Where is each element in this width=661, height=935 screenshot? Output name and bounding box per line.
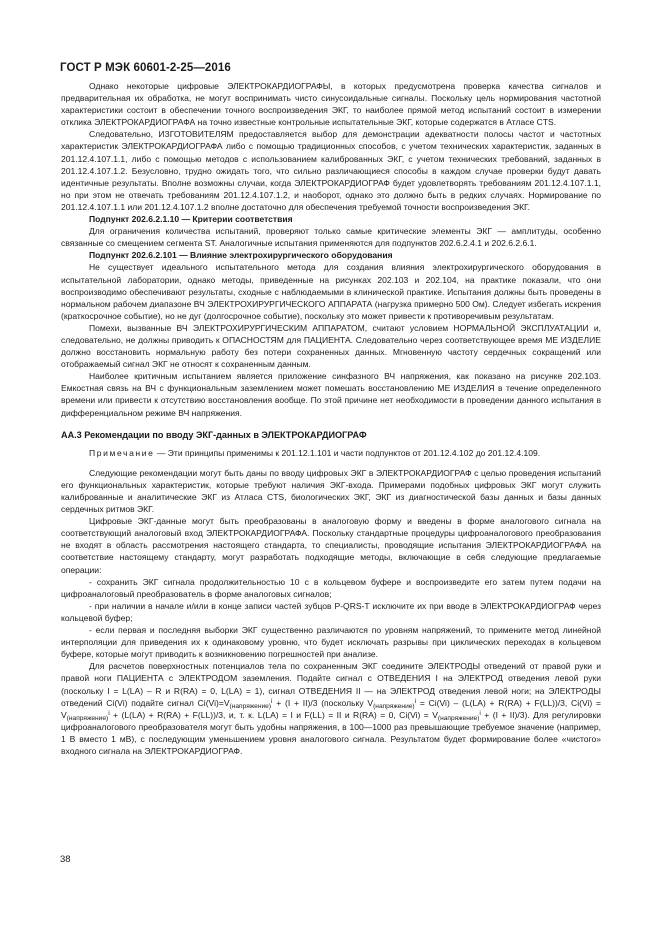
list-item: - если первая и последняя выборки ЭКГ существенно различаются по уровням напряжений, то примените метод линейной интерполяции для приведения их к одинаковому уровню, что будет исключать разрывы при циклических переходах в кольцевом буфере, которые могут приводить к возникновению погрешностей при анализе. <box>61 625 601 660</box>
document-header: ГОСТ Р МЭК 60601-2-25—2016 <box>60 62 231 74</box>
paragraph: Следующие рекомендации могут быть даны по вводу цифровых ЭКГ в ЭЛЕКТРОКАРДИОГРАФ с целью проведения испытаний его функциональных характеристик, которые требуют наличия ЭКГ-входа. Примерами подобных цифровых ЭКГ могут служить калиброванные и аналитические ЭКГ из Атласа CTS, биологических ЭКГ, ЭКГ из диагностической базы данных и базы данных сердечных ритмов ЭКГ. <box>61 467 601 515</box>
paragraph: Для ограничения количества испытаний, проверяют только самые критические элементы ЭКГ — амплитуды, особенно связанные со смещением сегмента ST. Аналогичные испытания применяются для подпунктов 202.6.2.4.1 и 202.6.2.6.1. <box>61 226 601 249</box>
subclause-heading: Подпункт 202.6.2.101 — Влияние электрохирургического оборудования <box>89 250 393 261</box>
document-body <box>61 80 601 757</box>
subclause-heading: Подпункт 202.6.2.1.10 — Критерии соответствия <box>89 214 293 225</box>
list-item: - сохранить ЭКГ сигнала продолжительностью 10 с в кольцевом буфере и воспроизведите его затем путем подачи на цифроаналоговый преобразователь в форме аналоговых сигналов; <box>61 576 601 599</box>
page-number: 38 <box>60 854 71 865</box>
note-text: — Эти принципы применимы к 201.12.1.101 и части подпунктов от 201.12.4.102 до 201.12.4.109. <box>154 447 541 458</box>
paragraph-formula: Для расчетов поверхностных потенциалов тела по сохраненным ЭКГ соедините ЭЛЕКТРОДЫ отведений от правой руки и правой ноги ПАЦИЕНТА с ЭЛЕКТРОДОМ заземления. Подайте сигнал с ОТВЕДЕНИЯ I на ЭЛЕКТРОД отведения левой руки (поскольку I = L(LA) – R и R(RA) = 0, L(LA) = 1), сигнал ОТВЕДЕНИЯ II — на ЭЛЕКТРОД отведения левой ноги; на ЭЛЕКТРОДЫ отведений Ci(Vi) подайте сигнал $Ci(Vi)=V_{(напряжение)}^i + (I + II)/3$ (поскольку $V_{(напряжение)}^i = Ci(Vi) - (L(LA) + R(RA) + F(LL))/3$, $Ci(Vi) = V_{(напряжение)}^i + (L(LA) + R(RA) + F(LL))/3$, и, т. к. L(LA) = I и F(LL) = II и R(RA) = 0, $Ci(Vi) = V_{(напряжение)}^i + (I + II)/3$). Для регулировки цифроаналогового преобразователя могут быть удобны напряжения, в 100—1000 раз превышающие требуемое значение (например, 1 В вместо 1 мВ), с последующим уменьшением уровня аналогового сигнала. Результатом будет формирование более «чистого» входного сигнала на ЭЛЕКТРОКАРДИОГРАФ. <box>61 661 602 756</box>
paragraph: Помехи, вызванные ВЧ ЭЛЕКТРОХИРУРГИЧЕСКИМ АППАРАТОМ, считают условием НОРМАЛЬНОЙ ЭКСПЛУАТАЦИИ и, следовательно, не должны приводить к ОПАСНОСТЯМ для ПАЦИЕНТА. Следовательно через соответствующее время МЕ ИЗДЕЛИЕ должно восстановить нормальную работу без потери сохраненных данных. Мгновенную частоту сердечных сокращений или отображаемый сигнал ЭКГ не относят к сохраненным данным. <box>61 322 601 370</box>
section-heading: АА.3 Рекомендации по вводу ЭКГ-данных в ЭЛЕКТРОКАРДИОГРАФ <box>61 429 367 440</box>
note-label: Примечание <box>89 447 155 458</box>
note <box>61 447 601 459</box>
paragraph: Цифровые ЭКГ-данные могут быть преобразованы в аналоговую форму и введены в форме аналогового сигнала на соответствующий аналоговый вход ЭЛЕКТРОКАРДИОГРАФА. Поскольку стандартные процедуры цифроаналогового преобразования не входят в область рассмотрения настоящего стандарта, то специалисты, проводящие испытания ЭЛЕКТРОКАРДИОГРАФА на соответствие настоящему стандарту, могут разработать подходящие методы, включающие в себя следующие предлагаемые операции: <box>61 516 601 575</box>
paragraph: Наиболее критичным испытанием является приложение синфазного ВЧ напряжения, как показано на рисунке 202.103. Емкостная связь на ВЧ с функциональным заземлением может помешать восстановлению МЕ ИЗДЕЛИЯ в течение определенного времени или привести к отсутствию восстановления вообще. По этой причине нет необходимости в проведении данного испытания в дифференциальном режиме ВЧ напряжения. <box>61 371 601 418</box>
paragraph: Не существует идеального испытательного метода для создания влияния электрохирургического оборудования в испытательной лаборатории, однако методы, приведенные на рисунках 202.103 и 202.104, на практике показали, что они воспроизводимо обеспечивают результаты, сходные с наблюдаемыми в клинической практике. Испытания должны быть проведены в нормальном рабочем диапазоне ВЧ ЭЛЕКТРОХИРУРГИЧЕСКОГО АППАРАТА (нагрузка примерно 500 Ом). Следует избегать искрения (краткосрочное событие), но не дуг (долгосрочное событие), поскольку это может привести к противоречивым результатам. <box>61 262 601 321</box>
paragraph: Однако некоторые цифровые ЭЛЕКТРОКАРДИОГРАФЫ, в которых предусмотрена проверка качества сигналов и предварительная их обработка, не могут воспринимать чисто синусоидальные сигналы. Поскольку цель нормирования частотной характеристики состоит в обеспечении точного воспроизведения ЭКГ, то наиболее прямой метод испытаний состоит в измерении отклика ЭЛЕКТРОКАРДИОГРАФА на точно известные контрольные испытательные ЭКГ, которые содержатся в Атласе CTS. <box>61 81 601 128</box>
paragraph: Следовательно, ИЗГОТОВИТЕЛЯМ предоставляется выбор для демонстрации адекватности полосы частот и частотных характеристик ЭЛЕКТРОКАРДИОГРАФА либо с помощью традиционных способов, с учетом технических характеристик, заданных в 201.12.4.107.1.1, либо с помощью методов с использованием калиброванных ЭКГ, с учетом технических требований, заданных в 201.12.4.107.1.2. Безусловно, трудно ожидать того, что сильно различающиеся способы в каждом случае проверки будут давать идентичные результаты. Вполне возможны случаи, когда ЭЛЕКТРОКАРДИОГРАФ будет удовлетворять требованиям 201.12.4.107.1.1, но при этом не отвечать требованиям 201.12.4.107.1.2, и наоборот, однако это должно быть в редких случаях. Нормирование по 201.12.4.107.1.1 или 201.12.4.107.1.2 вполне достаточно для обеспечения требуемой точности воспроизведения ЭКГ. <box>61 129 601 212</box>
list-item: - при наличии в начале и/или в конце записи частей зубцов P-QRS-T исключите их при вводе в ЭЛЕКТРОКАРДИОГРАФ через кольцевой буфер; <box>61 600 601 623</box>
